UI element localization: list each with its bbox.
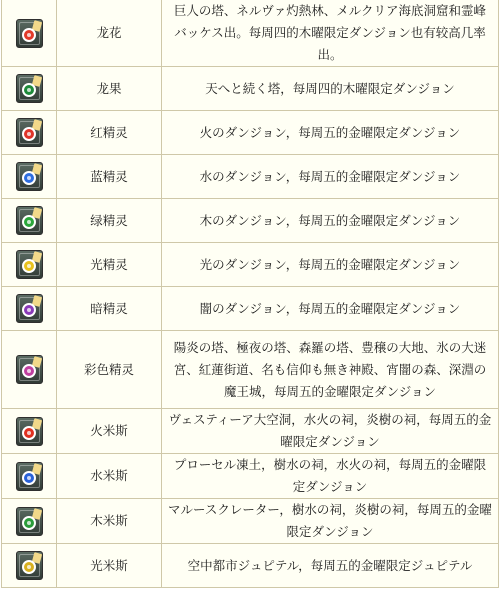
- item-drop-source: 火のダンジョン，每周五的金曜限定ダンジョン: [162, 111, 499, 155]
- green-sprite-icon: [16, 206, 43, 235]
- table-row: [2, 331, 499, 409]
- icon-cell: [2, 155, 57, 199]
- table-row: [2, 287, 499, 331]
- item-name: 火米斯: [57, 409, 162, 454]
- item-drop-source: 闇のダンジョン，每周五的金曜限定ダンジョン: [162, 287, 499, 331]
- item-drop-source: 水のダンジョン，每周五的金曜限定ダンジョン: [162, 155, 499, 199]
- item-name: 水米斯: [57, 454, 162, 499]
- item-drop-source: 天へと続く塔，每周四的木曜限定ダンジョン: [162, 67, 499, 111]
- table-row: [2, 544, 499, 588]
- table-row: [2, 409, 499, 454]
- table-row: [2, 0, 499, 67]
- dragon-fruit-icon: [16, 74, 43, 103]
- dark-sprite-icon: [16, 294, 43, 323]
- item-name: 绿精灵: [57, 199, 162, 243]
- item-drop-source: マルースクレーター，樹水の祠，炎樹の祠，每周五的金曜限定ダンジョン: [162, 499, 499, 544]
- item-drop-source: 巨人の塔、ネルヴァ灼熱林、メルクリア海底洞窟和霊峰バッケス出。每周四的木曜限定ダンジョン也有较高几率出。: [162, 0, 499, 67]
- table-row: [2, 243, 499, 287]
- fire-mis-icon: [16, 417, 43, 446]
- item-drop-table: [1, 0, 499, 588]
- rainbow-sprite-icon: [16, 355, 43, 384]
- icon-cell: [2, 544, 57, 588]
- icon-cell: [2, 499, 57, 544]
- item-name: 彩色精灵: [57, 331, 162, 409]
- table-row: [2, 67, 499, 111]
- water-mis-icon: [16, 462, 43, 491]
- item-name: 蓝精灵: [57, 155, 162, 199]
- light-mis-icon: [16, 551, 43, 580]
- icon-cell: [2, 199, 57, 243]
- icon-cell: [2, 331, 57, 409]
- item-name: 暗精灵: [57, 287, 162, 331]
- table-row: [2, 499, 499, 544]
- icon-cell: [2, 409, 57, 454]
- light-sprite-icon: [16, 250, 43, 279]
- item-drop-source: 空中都市ジュピテル，每周五的金曜限定ジュピテル: [162, 544, 499, 588]
- icon-cell: [2, 0, 57, 67]
- item-drop-source: 木のダンジョン，每周五的金曜限定ダンジョン: [162, 199, 499, 243]
- item-name: 龙花: [57, 0, 162, 67]
- icon-cell: [2, 243, 57, 287]
- table-row: [2, 111, 499, 155]
- item-name: 光米斯: [57, 544, 162, 588]
- item-name: 木米斯: [57, 499, 162, 544]
- item-name: 光精灵: [57, 243, 162, 287]
- icon-cell: [2, 111, 57, 155]
- item-drop-source: 光のダンジョン，每周五的金曜限定ダンジョン: [162, 243, 499, 287]
- icon-cell: [2, 454, 57, 499]
- item-name: 龙果: [57, 67, 162, 111]
- table-row: [2, 199, 499, 243]
- icon-cell: [2, 287, 57, 331]
- dragon-flower-icon: [16, 19, 43, 48]
- table-row: [2, 155, 499, 199]
- item-drop-source: プローセル凍土，樹水の祠，水火の祠，每周五的金曜限定ダンジョン: [162, 454, 499, 499]
- red-sprite-icon: [16, 118, 43, 147]
- blue-sprite-icon: [16, 162, 43, 191]
- item-drop-source: ヴェスティーア大空洞，水火の祠，炎樹の祠，每周五的金曜限定ダンジョン: [162, 409, 499, 454]
- table-row: [2, 454, 499, 499]
- item-drop-source: 陽炎の塔、極夜の塔、森羅の塔、豊穣の大地、氷の大迷宮、紅蓮街道、名も信仰も無き神殿、宵闇の森、深淵の魔王城，每周五的金曜限定ダンジョン: [162, 331, 499, 409]
- icon-cell: [2, 67, 57, 111]
- wood-mis-icon: [16, 507, 43, 536]
- item-name: 红精灵: [57, 111, 162, 155]
